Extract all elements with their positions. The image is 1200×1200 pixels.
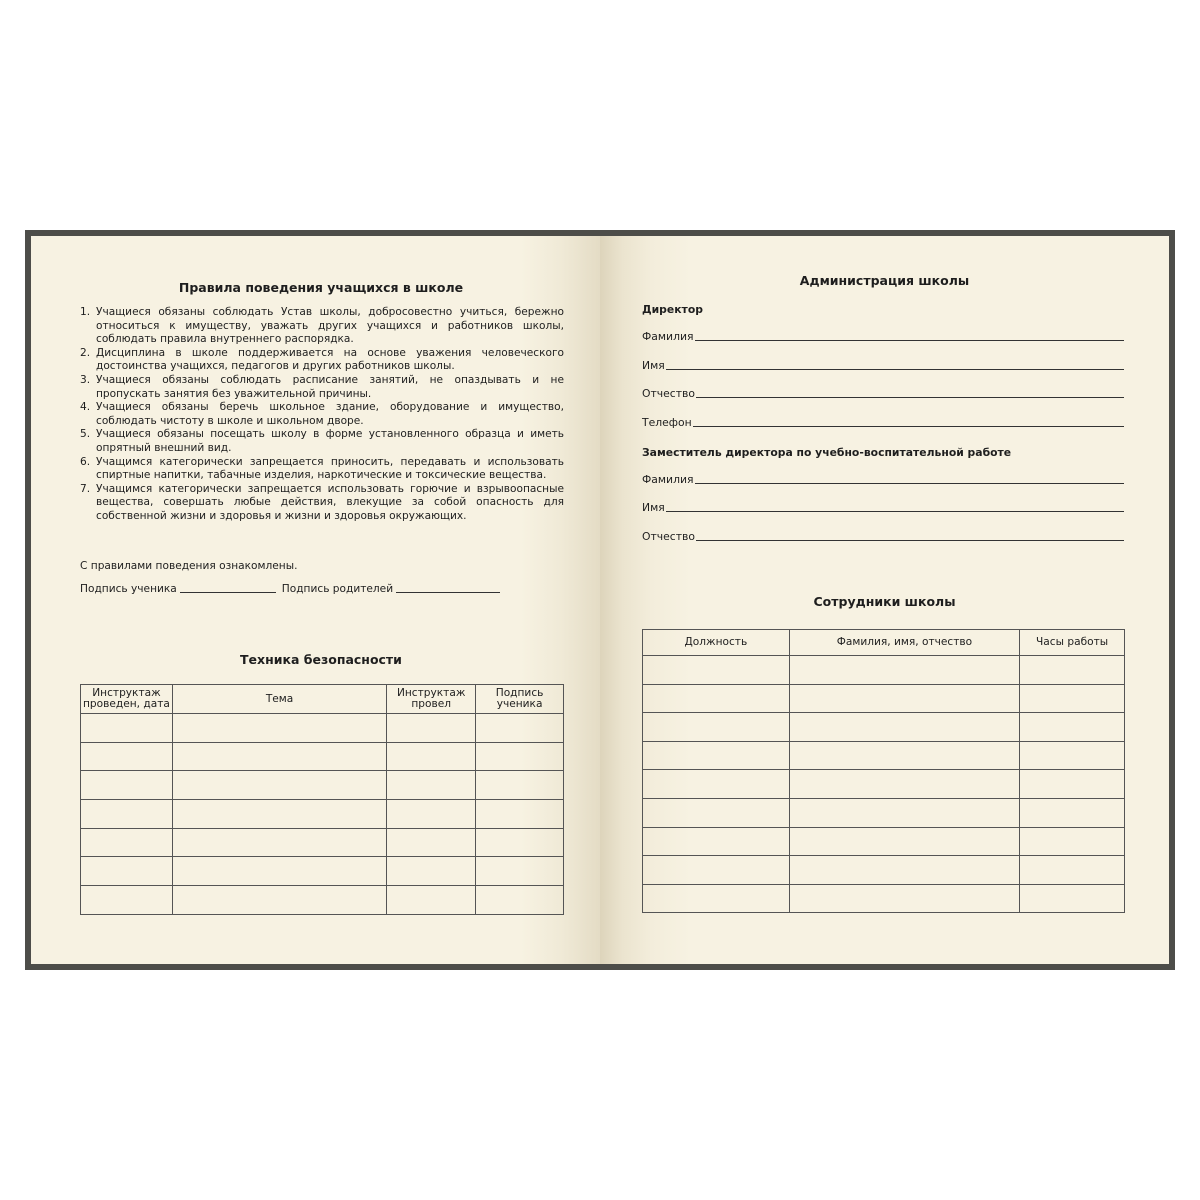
safety-table-row: [81, 714, 564, 743]
table-cell[interactable]: [789, 656, 1019, 685]
safety-header-student-signature: Подпись ученика: [476, 685, 564, 714]
rule-text: Учащиеся обязаны соблюдать расписание занятий, не опаздывать и не пропускать занятия без уважительной причины.: [96, 373, 564, 400]
table-cell[interactable]: [476, 742, 564, 771]
deputy-label: Заместитель директора по учебно-воспитательной работе: [642, 446, 1012, 459]
rule-item: [80, 483, 564, 524]
parents-signature-label: Подпись родителей: [281, 583, 394, 595]
safety-table-row: [81, 857, 564, 886]
staff-header-position: Должность: [643, 630, 790, 656]
rules-title: Правила поведения учащихся в школе: [178, 280, 464, 295]
staff-table-row: [643, 656, 1125, 685]
table-cell[interactable]: [789, 827, 1019, 856]
table-cell[interactable]: [1020, 713, 1125, 742]
rule-number: 5.: [80, 428, 91, 441]
safety-table-row: [81, 771, 564, 800]
deputy-patronymic-field[interactable]: [642, 530, 1124, 543]
safety-table-row: [81, 800, 564, 829]
table-cell[interactable]: [643, 713, 790, 742]
director-patronymic-field[interactable]: [642, 387, 1124, 400]
staff-table-row: [643, 741, 1125, 770]
rule-number: 7.: [80, 482, 91, 495]
staff-table-row: [643, 713, 1125, 742]
field-label: Телефон: [642, 416, 692, 429]
staff-table-row: [643, 684, 1125, 713]
table-cell[interactable]: [1020, 656, 1125, 685]
table-cell[interactable]: [789, 741, 1019, 770]
field-line[interactable]: [666, 369, 1124, 370]
field-label: Имя: [642, 501, 665, 514]
table-cell[interactable]: [172, 828, 386, 857]
table-cell[interactable]: [643, 741, 790, 770]
table-cell[interactable]: [643, 884, 790, 913]
rule-item: [80, 428, 564, 455]
table-cell[interactable]: [387, 771, 476, 800]
director-surname-field[interactable]: [642, 330, 1124, 343]
rule-text: Учащиеся обязаны соблюдать Устав школы, добросовестно учиться, бережно относиться к имуществу, уважать других учащихся и работников школы, соблюдать правила внутреннего распорядка.: [96, 306, 564, 346]
table-cell[interactable]: [789, 798, 1019, 827]
table-cell[interactable]: [476, 714, 564, 743]
safety-table-header: [81, 685, 564, 714]
staff-table-header: [643, 630, 1125, 656]
rule-number: 2.: [80, 346, 91, 359]
notebook-spread: [25, 230, 1175, 970]
staff-header-full-name: Фамилия, имя, отчество: [789, 630, 1019, 656]
table-cell[interactable]: [81, 886, 173, 915]
deputy-name-field[interactable]: [642, 501, 1124, 514]
rule-text: Учащимся категорически запрещается использовать горючие и взрывоопасные вещества, совершать любые действия, влекущие за собой опасность для собственной жизни и здоровья и жизни и здоровья окружающих.: [96, 482, 564, 522]
staff-table: [642, 629, 1125, 913]
table-cell[interactable]: [172, 800, 386, 829]
table-cell[interactable]: [81, 714, 173, 743]
safety-header-instructor: Инструктаж провел: [387, 685, 476, 714]
field-line[interactable]: [695, 483, 1125, 484]
rule-text: Дисциплина в школе поддерживается на основе уважения человеческого достоинства учащихся, педагогов и других работников школы.: [96, 346, 564, 373]
staff-table-row: [643, 884, 1125, 913]
rule-text: Учащиеся обязаны посещать школу в форме установленного образца и иметь опрятный внешний вид.: [96, 428, 564, 454]
table-cell[interactable]: [789, 856, 1019, 885]
field-label: Имя: [642, 359, 665, 372]
field-line[interactable]: [696, 540, 1124, 541]
signature-row: [80, 582, 506, 595]
safety-table-row: [81, 742, 564, 771]
table-cell[interactable]: [476, 828, 564, 857]
director-phone-field[interactable]: [642, 416, 1124, 429]
staff-header-hours: Часы работы: [1020, 630, 1125, 656]
director-name-field[interactable]: [642, 359, 1124, 372]
table-cell[interactable]: [387, 742, 476, 771]
table-cell[interactable]: [172, 771, 386, 800]
table-cell[interactable]: [476, 800, 564, 829]
student-signature-label: Подпись ученика: [80, 583, 177, 595]
field-line[interactable]: [666, 511, 1124, 512]
field-line[interactable]: [693, 426, 1124, 427]
table-cell[interactable]: [387, 714, 476, 743]
table-cell[interactable]: [81, 742, 173, 771]
table-cell[interactable]: [81, 771, 173, 800]
table-cell[interactable]: [387, 828, 476, 857]
rules-list: [80, 306, 564, 524]
admin-title: Администрация школы: [799, 273, 970, 288]
table-cell[interactable]: [172, 857, 386, 886]
safety-table-row: [81, 828, 564, 857]
table-cell[interactable]: [789, 713, 1019, 742]
field-label: Фамилия: [642, 330, 694, 343]
table-cell[interactable]: [1020, 827, 1125, 856]
field-label: Фамилия: [642, 473, 694, 486]
field-line[interactable]: [695, 340, 1125, 341]
acknowledge-text: С правилами поведения ознакомлены.: [80, 560, 298, 572]
rule-item: [80, 456, 564, 483]
table-cell[interactable]: [1020, 856, 1125, 885]
table-cell[interactable]: [387, 857, 476, 886]
table-cell[interactable]: [789, 770, 1019, 799]
safety-header-date: Инструктаж проведен, дата: [81, 685, 173, 714]
table-cell[interactable]: [387, 800, 476, 829]
table-cell[interactable]: [476, 857, 564, 886]
table-cell[interactable]: [643, 684, 790, 713]
right-page: [600, 236, 1169, 964]
student-signature-line[interactable]: [180, 582, 276, 593]
left-page: [31, 236, 600, 964]
table-cell[interactable]: [1020, 684, 1125, 713]
table-cell[interactable]: [81, 828, 173, 857]
table-cell[interactable]: [476, 771, 564, 800]
staff-table-row: [643, 798, 1125, 827]
table-cell[interactable]: [476, 886, 564, 915]
rule-item: [80, 306, 564, 347]
table-cell[interactable]: [789, 884, 1019, 913]
rule-text: Учащиеся обязаны беречь школьное здание, оборудование и имущество, соблюдать чистоту в школе и школьном дворе.: [96, 401, 564, 427]
table-cell[interactable]: [643, 770, 790, 799]
rule-item: [80, 374, 564, 401]
staff-table-row: [643, 827, 1125, 856]
staff-title: Сотрудники школы: [813, 594, 956, 609]
field-label: Отчество: [642, 387, 696, 400]
table-cell[interactable]: [81, 800, 173, 829]
rule-number: 1.: [80, 306, 91, 318]
table-cell[interactable]: [789, 684, 1019, 713]
rule-text: Учащимся категорически запрещается приносить, передавать и использовать спиртные напитки, табачные изделия, наркотические и токсические вещества.: [96, 455, 564, 482]
table-cell[interactable]: [172, 714, 386, 743]
rule-number: 6.: [80, 455, 91, 468]
table-cell[interactable]: [643, 827, 790, 856]
table-cell[interactable]: [643, 798, 790, 827]
table-cell[interactable]: [81, 857, 173, 886]
rule-number: 4.: [80, 401, 91, 414]
table-cell[interactable]: [172, 742, 386, 771]
safety-title: Техника безопасности: [240, 652, 402, 667]
table-cell[interactable]: [1020, 884, 1125, 913]
field-label: Отчество: [642, 530, 696, 543]
director-label: Директор: [642, 303, 703, 316]
table-cell[interactable]: [643, 856, 790, 885]
safety-table: [80, 684, 564, 915]
field-line[interactable]: [696, 397, 1124, 398]
safety-header-topic: Тема: [172, 685, 386, 714]
table-cell[interactable]: [1020, 741, 1125, 770]
table-cell[interactable]: [1020, 798, 1125, 827]
deputy-surname-field[interactable]: [642, 473, 1124, 486]
table-cell[interactable]: [387, 886, 476, 915]
table-cell[interactable]: [172, 886, 386, 915]
table-cell[interactable]: [643, 656, 790, 685]
rule-item: [80, 347, 564, 374]
parents-signature-line[interactable]: [396, 582, 500, 593]
safety-table-row: [81, 886, 564, 915]
rule-number: 3.: [80, 373, 91, 386]
staff-table-row: [643, 856, 1125, 885]
rule-item: [80, 401, 564, 428]
staff-table-row: [643, 770, 1125, 799]
table-cell[interactable]: [1020, 770, 1125, 799]
